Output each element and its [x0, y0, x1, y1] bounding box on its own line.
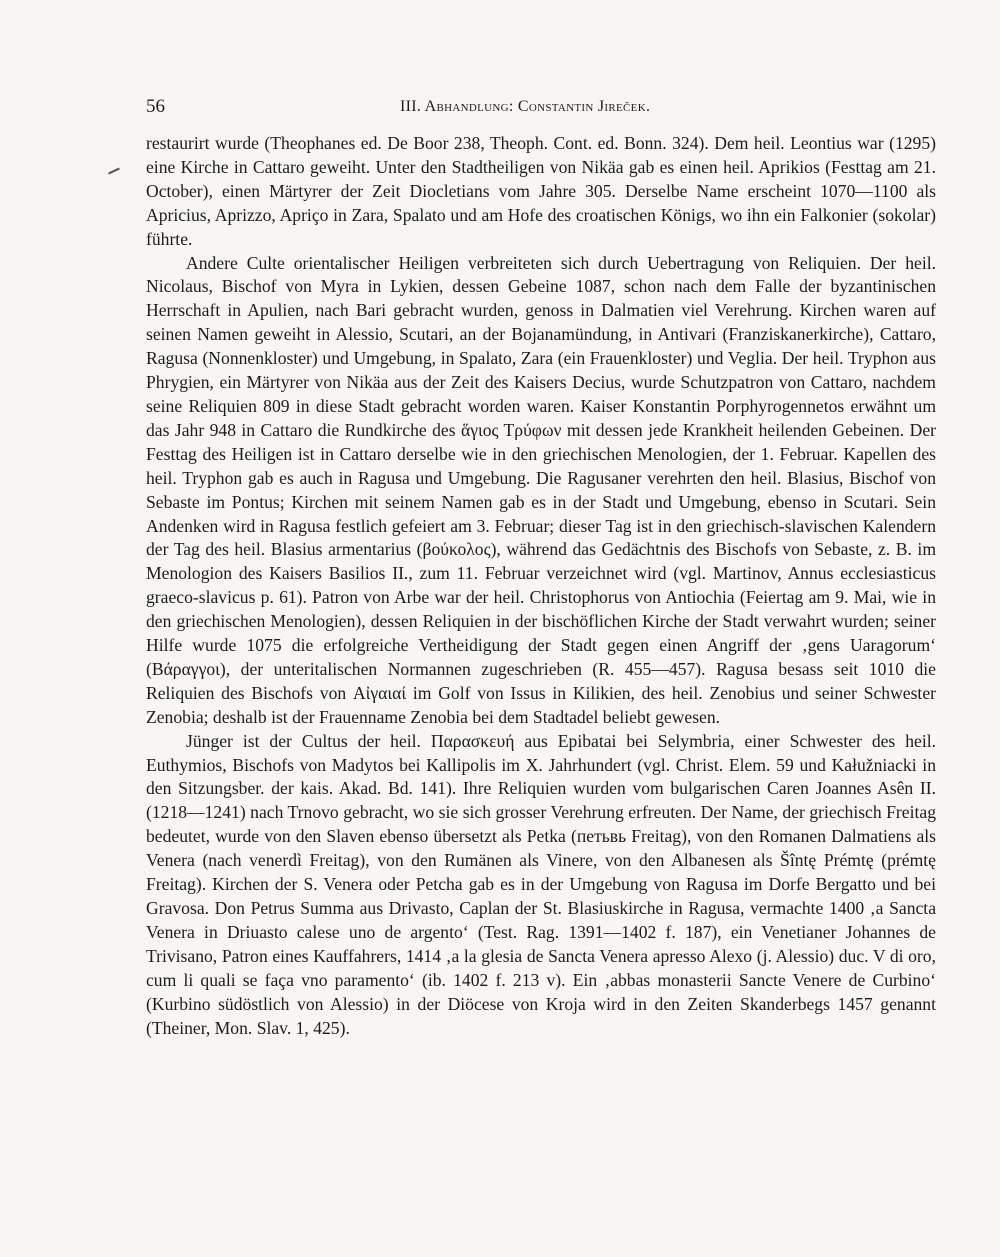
running-head: III. Abhandlung: Constantin Jireček.: [400, 98, 651, 115]
paragraph-2: Andere Culte orientalischer Heiligen verbreiteten sich durch Uebertragung von Reliquien. Der heil. Nicolaus, Bischof von Myra in Lykien, dessen Gebeine 1087, schon nach dem Falle der byzantinischen Herrschaft in Apulien, nach Bari gebracht wurden, genoss in Dalmatien viel Verehrung. Kirchen waren auf seinen Namen geweiht in Alessio, Scutari, an der Bojanamündung, in Antivari (Franziskanerkirche), Cattaro, Ragusa (Nonnenkloster) und Umgebung, in Spalato, Zara (ein Frauenkloster) und Veglia. Der heil. Tryphon aus Phrygien, ein Märtyrer von Nikäa aus der Zeit des Kaisers Decius, wurde Schutzpatron von Cattaro, nachdem seine Reliquien 809 in diese Stadt gebracht worden waren. Kaiser Konstantin Porphyrogennetos erwähnt um das Jahr 948 in Cattaro die Rundkirche des ἅγιος Τρύφων mit dessen jede Krankheit heilenden Gebeinen. Der Festtag des Heiligen ist in Cattaro derselbe wie in den griechischen Menologien, der 1. Februar. Kapellen des heil. Tryphon gab es auch in Ragusa und Umgebung. Die Ragusaner verehrten den heil. Blasius, Bischof von Sebaste im Pontus; Kirchen mit seinem Namen gab es in der Stadt und Umgebung, ebenso in Scutari. Sein Andenken wird in Ragusa festlich gefeiert am 3. Februar; dieser Tag ist in den griechisch-slavischen Kalendern der Tag des heil. Blasius armentarius (βούκολος), während das Gedächtnis des Bischofs von Sebaste, z. B. im Menologion des Kaisers Basilios II., zum 11. Februar verzeichnet wird (vgl. Martinov, Annus ecclesiasticus graeco-slavicus p. 61). Patron von Arbe war der heil. Christophorus von Antiochia (Feiertag am 9. Mai, wie in den griechischen Menologien), dessen Reliquien in der bischöflichen Kirche der Stadt verwahrt wurden; seiner Hilfe wurde 1075 die erfolgreiche Vertheidigung der Stadt gegen einen Angriff der ‚gens Uaragorum‘ (Βάραγγοι), der unteritalischen Normannen zugeschrieben (R. 455—457). Ragusa besass seit 1010 die Reliquien des Bischofs von Αἰγαιαί im Golf von Issus in Kilikien, des heil. Zenobius und seiner Schwester Zenobia; deshalb ist der Frauenname Zenobia bei dem Stadtadel beliebt gewesen.: [146, 252, 936, 727]
page-number: 56: [146, 96, 165, 117]
body-text: [146, 132, 936, 1040]
paragraph-1: restaurirt wurde (Theophanes ed. De Boor 238, Theoph. Cont. ed. Bonn. 324). Dem heil. Leontius war (1295) eine Kirche in Cattaro geweiht. Unter den Stadtheiligen von Nikäa gab es einen heil. Aprikios (Festtag am 21. October), einen Märtyrer der Zeit Diocletians vom Jahre 305. Derselbe Name erscheint 1070—1100 als Apricius, Aprizzo, Apriço in Zara, Spalato und am Hofe des croatischen Königs, wo ihn ein Falkonier (sokolar) führte.: [146, 133, 936, 249]
margin-pencil-mark: [108, 168, 120, 175]
page-header: [146, 96, 936, 126]
paragraph-3: Jünger ist der Cultus der heil. Παρασκευή aus Epibatai bei Selymbria, einer Schwester des heil. Euthymios, Bischofs von Madytos bei Kallipolis im X. Jahrhundert (vgl. Christ. Elem. 59 und Kałužniacki in den Sitzungsber. der kais. Akad. Bd. 141). Ihre Reliquien wurden vom bulgarischen Caren Joannes Asên II. (1218—1241) nach Trnovo gebracht, wo sie sich grosser Verehrung erfreuten. Der Name, der griechisch Freitag bedeutet, wurde von den Slaven ebenso übersetzt als Petka (петьвь Freitag), von den Romanen Dalmatiens als Venera (nach venerdì Freitag), von den Rumänen als Vinere, von den Albanesen als Šîntę Prémtę (prémtę Freitag). Kirchen der S. Venera oder Petcha gab es in der Umgebung von Ragusa im Dorfe Bergatto und bei Gravosa. Don Petrus Summa aus Drivasto, Caplan der St. Blasiuskirche in Ragusa, vermachte 1400 ‚a Sancta Venera in Driuasto calese uno de argento‘ (Test. Rag. 1391—1402 f. 187), ein Venetianer Johannes de Trivisano, Patron eines Kauffahrers, 1414 ‚a la glesia de Sancta Venera apresso Alexo (j. Alessio) duc. V di oro, cum li quali se faça vno paramento‘ (ib. 1402 f. 213 v). Ein ‚abbas monasterii Sancte Venere de Curbino‘ (Kurbino südöstlich von Alessio) in der Diöcese von Kroja wird in den Zeiten Skanderbegs 1457 genannt (Theiner, Mon. Slav. 1, 425).: [146, 730, 936, 1038]
